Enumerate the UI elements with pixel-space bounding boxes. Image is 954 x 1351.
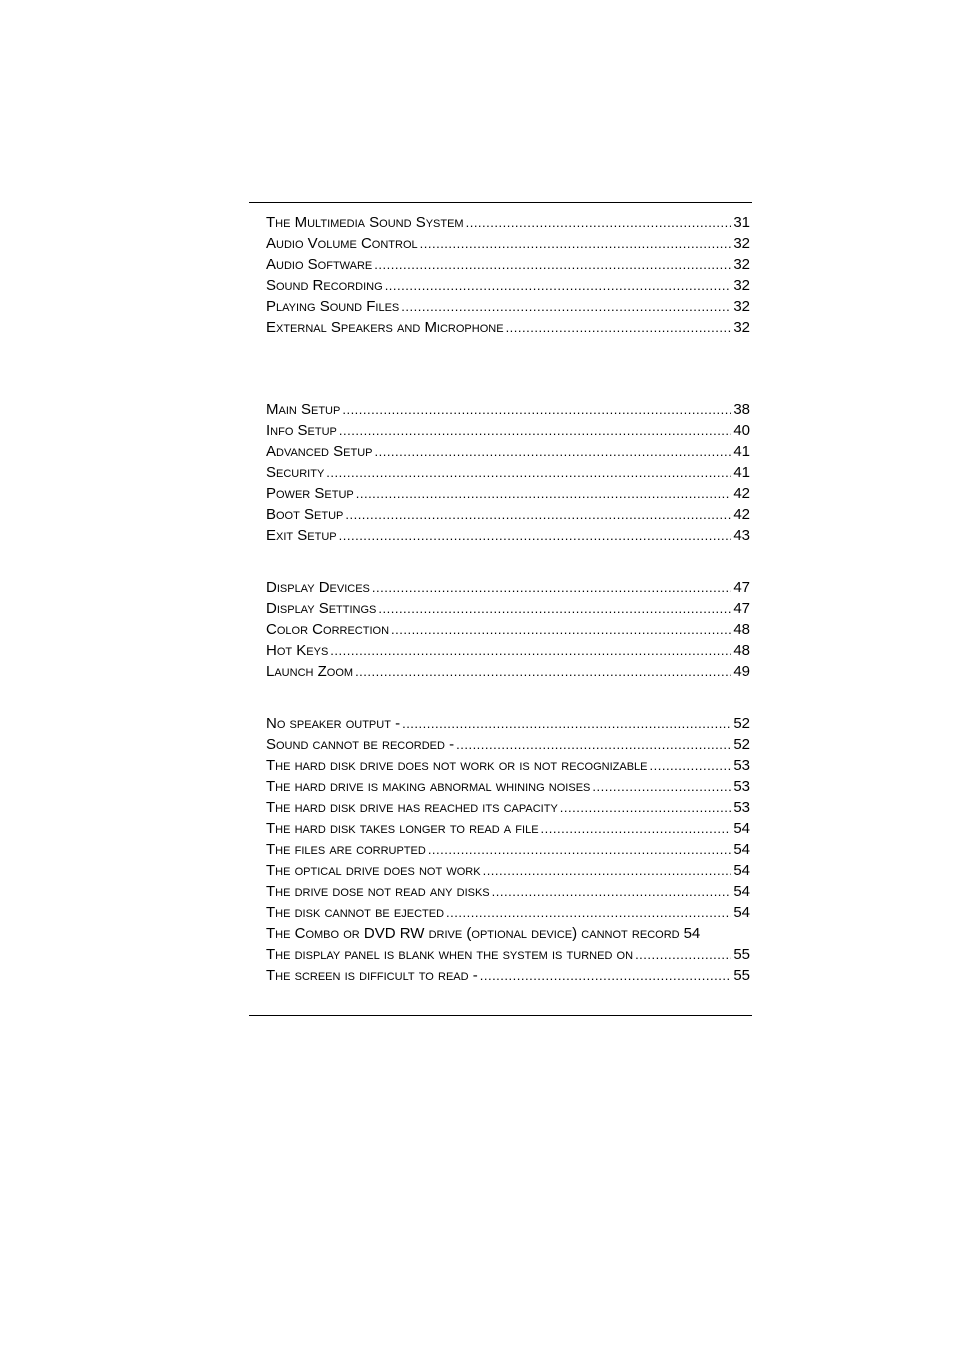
dot-leader [374, 441, 731, 462]
toc-entry-title: Main Setup [266, 401, 341, 418]
toc-entry-title: Color Correction [266, 621, 390, 638]
dot-leader [391, 619, 731, 640]
toc-entry-page: 53 [733, 757, 750, 774]
toc-entry-title: Sound Recording [266, 277, 383, 294]
dot-leader [355, 661, 731, 682]
dot-leader [372, 577, 731, 598]
dot-leader [339, 420, 731, 441]
toc-entry-title: The screen is difficult to read - [266, 967, 478, 984]
toc-group-sound [266, 212, 750, 338]
toc-entry[interactable] [266, 902, 750, 923]
toc-entry-title: Display Devices [266, 579, 370, 596]
toc-entry[interactable] [266, 254, 750, 275]
top-rule [249, 202, 752, 203]
toc-entry[interactable] [266, 860, 750, 881]
toc-entry-page: 54 [733, 862, 750, 879]
toc-entry[interactable] [266, 598, 750, 619]
toc-entry-page: 55 [733, 946, 750, 963]
dot-leader [483, 860, 732, 881]
toc-entry-title: The hard disk drive has reached its capacity [266, 799, 558, 816]
dot-leader [635, 944, 731, 965]
toc-entry-page: 48 [733, 642, 750, 659]
toc-entry-title: Playing Sound Files [266, 298, 400, 315]
toc-entry-page: 52 [733, 736, 750, 753]
toc-entry[interactable] [266, 504, 750, 525]
toc-entry[interactable] [266, 317, 750, 338]
toc-group-display [266, 577, 750, 682]
toc-entry-title: The drive dose not read any disks [266, 883, 490, 900]
toc-entry[interactable] [266, 462, 750, 483]
toc-entry-page: 54 [733, 841, 750, 858]
dot-leader [378, 598, 731, 619]
toc-entry[interactable] [266, 275, 750, 296]
toc-entry-title: Power Setup [266, 485, 354, 502]
dot-leader [345, 504, 731, 525]
dot-leader [560, 797, 732, 818]
toc-entry-page: 48 [733, 621, 750, 638]
dot-leader [446, 902, 731, 923]
toc-entry-title: The disk cannot be ejected [266, 904, 445, 921]
toc-group-troubleshooting [266, 713, 750, 986]
toc-entry-page: 53 [733, 778, 750, 795]
dot-leader [339, 525, 732, 546]
toc-entry-title: Security [266, 464, 325, 481]
toc-entry-page: 49 [733, 663, 750, 680]
toc-entry-title: The files are corrupted [266, 841, 426, 858]
toc-entry[interactable] [266, 776, 750, 797]
toc-entry-page: 54 [733, 820, 750, 837]
toc-entry[interactable] [266, 797, 750, 818]
toc-entry-page: 32 [733, 298, 750, 315]
toc-entry-page: 38 [733, 401, 750, 418]
dot-leader [342, 399, 731, 420]
toc-entry[interactable] [266, 734, 750, 755]
toc-entry-title: Sound cannot be recorded - [266, 736, 455, 753]
dot-leader [374, 254, 731, 275]
toc-entry-page: 32 [733, 235, 750, 252]
toc-entry-page: 53 [733, 799, 750, 816]
toc-entry-page: 42 [733, 506, 750, 523]
toc-entry-page: 54 [733, 883, 750, 900]
dot-leader [466, 212, 732, 233]
toc-entry-page: 32 [733, 277, 750, 294]
toc-entry[interactable] [266, 818, 750, 839]
dot-leader [428, 839, 732, 860]
toc-entry-title: Advanced Setup [266, 443, 373, 460]
dot-leader [401, 296, 731, 317]
toc-entry-title: Exit Setup [266, 527, 337, 544]
bottom-rule [249, 1015, 752, 1016]
toc-entry-page: 47 [733, 600, 750, 617]
toc-entry[interactable] [266, 881, 750, 902]
dot-leader [506, 317, 732, 338]
toc-entry-title: Audio Volume Control [266, 235, 418, 252]
toc-entry-title: The Combo or DVD RW drive (optional device) cannot record [266, 925, 680, 942]
toc-entry[interactable] [266, 577, 750, 598]
toc-entry-page: 55 [733, 967, 750, 984]
dot-leader [492, 881, 732, 902]
toc-entry-title: Boot Setup [266, 506, 344, 523]
toc-entry[interactable] [266, 965, 750, 986]
toc-entry-title: The display panel is blank when the system is turned on [266, 946, 634, 963]
toc-entry-title: No speaker output - [266, 715, 401, 732]
toc-entry-title: Display Settings [266, 600, 377, 617]
toc-entry[interactable] [266, 399, 750, 420]
toc-entry-title: Audio Software [266, 256, 373, 273]
dot-leader [650, 755, 732, 776]
toc-entry-page: 31 [733, 214, 750, 231]
dot-leader [592, 776, 731, 797]
toc-entry[interactable] [266, 233, 750, 254]
toc-entry-title: External Speakers and Microphone [266, 319, 504, 336]
dot-leader [541, 818, 732, 839]
toc-entry[interactable] [266, 640, 750, 661]
toc-entry[interactable] [266, 525, 750, 546]
toc-entry-page: 42 [733, 485, 750, 502]
dot-leader [356, 483, 732, 504]
dot-leader [385, 275, 732, 296]
toc-entry[interactable] [266, 296, 750, 317]
toc-entry-page: 52 [733, 715, 750, 732]
toc-entry-title: The Multimedia Sound System [266, 214, 464, 231]
toc-entry-title: Launch Zoom [266, 663, 354, 680]
toc-entry-page: 43 [733, 527, 750, 544]
dot-leader [456, 734, 731, 755]
toc-entry-title: Info Setup [266, 422, 337, 439]
dot-leader [326, 462, 731, 483]
toc-entry-title: The hard disk takes longer to read a file [266, 820, 539, 837]
toc-entry-title: Hot Keys [266, 642, 329, 659]
toc-entry[interactable] [266, 923, 750, 944]
toc-entry[interactable] [266, 713, 750, 734]
toc-entry[interactable] [266, 619, 750, 640]
toc-entry[interactable] [266, 441, 750, 462]
toc-entry-title: The hard disk drive does not work or is not recognizable [266, 757, 648, 774]
toc-entry-page: 54 [683, 925, 701, 942]
toc-entry-page: 41 [733, 443, 750, 460]
toc-entry-page: 32 [733, 319, 750, 336]
toc-entry-page: 54 [733, 904, 750, 921]
toc-entry-page: 41 [733, 464, 750, 481]
toc-entry[interactable] [266, 661, 750, 682]
dot-leader [402, 713, 731, 734]
toc-entry-title: The hard drive is making abnormal whining noises [266, 778, 591, 795]
dot-leader [330, 640, 731, 661]
toc-entry[interactable] [266, 755, 750, 776]
toc-entry[interactable] [266, 420, 750, 441]
toc-entry-page: 32 [733, 256, 750, 273]
toc-entry[interactable] [266, 212, 750, 233]
dot-leader [480, 965, 732, 986]
toc-entry[interactable] [266, 839, 750, 860]
toc-entry-page: 40 [733, 422, 750, 439]
toc-entry-page: 47 [733, 579, 750, 596]
toc-entry-title: The optical drive does not work [266, 862, 481, 879]
toc-entry[interactable] [266, 483, 750, 504]
toc-entry[interactable] [266, 944, 750, 965]
toc-group-setup [266, 399, 750, 546]
dot-leader [420, 233, 732, 254]
